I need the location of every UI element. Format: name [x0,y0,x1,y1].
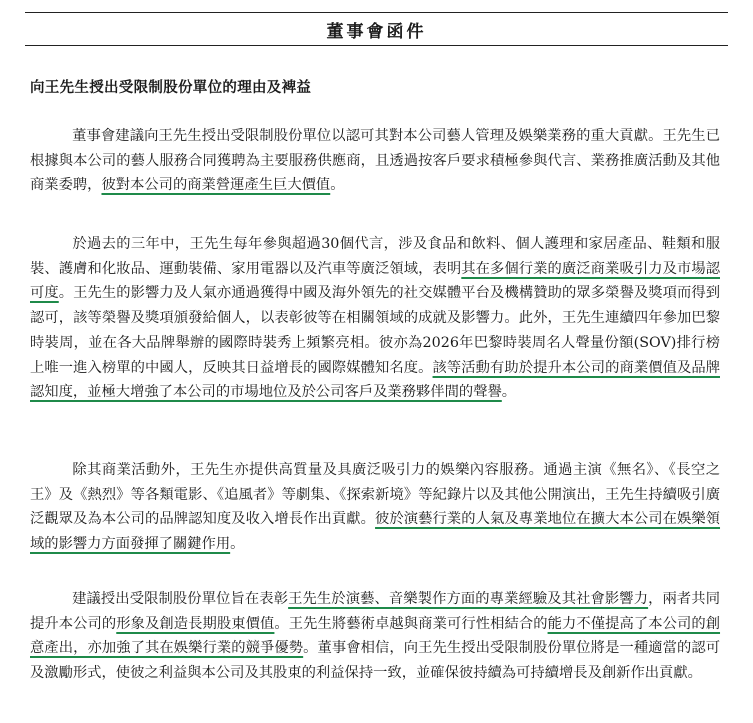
paragraph-text: 。董事會相信，向王先生授出受限制股份單位將是一種適當的認可及激勵形式，使彼之利益與本公司及其股東的利益保持一致，並確保彼持續為可持續增長及創新作出貢獻。 [30,640,720,682]
section-heading: 向王先生授出受限制股份單位的理由及裨益 [30,79,312,96]
paragraph-text: 。王先生的影響力及人氣亦通過獲得中國及海外領先的社交媒體平台及機構贊助的眾多榮譽及獎項而得到認可，該等榮譽及獎項頒發給個人，以表彰彼等在相關領域的成就及影響力。此外，王先生連續四年參加巴黎時裝周，並在各大品牌舉辦的國際時裝秀上頻繁亮相。彼亦為2026年巴黎時裝周名人聲量份額(SOV)排行榜上唯一進入榜單的中國人，反映其日益增長的國際媒體知名度。 [30,285,721,376]
paragraph-text: 於過去的三年中，王先生每年參與超過30個代言，涉及食品和飲料、個人護理和家居產品、鞋類和服裝、護膚和化妝品、運動裝備、家用電器以及汽車等廣泛領域，表明 [30,236,720,277]
paragraph-3 [30,458,720,557]
highlighted-phrase: 彼於演藝行業的人氣及專業地位在擴大本公司在娛樂領域的影響力方面發揮了關鍵作用 [30,511,721,553]
letter-header-band [25,12,728,46]
highlighted-phrase: 該等活動有助於提升本公司的商業價值及品牌認知度，並極大增強了本公司的市場地位及於公司客戶及業務夥伴間的聲譽 [30,359,720,401]
paragraph-2 [30,232,720,405]
paragraph-text: 董事會建議向王先生授出受限制股份單位以認可其對本公司藝人管理及娛樂業務的重大貢獻。王先生已根據與本公司的藝人服務合同獲聘為主要服務供應商，且透過按客戶要求積極參與代言、業務推廣活動及其他商業委聘， [30,128,720,194]
highlighted-phrase: 形象及創造長期股東價值 [116,615,275,632]
paragraph-text: 。 [230,536,245,553]
letter-header-title: 董事會函件 [326,21,427,42]
paragraph-text: ，兩者共同提升本公司的 [30,591,721,632]
paragraph-4 [30,587,720,686]
paragraph-text: 。王先生將藝術卓越與商業可行性相結合的 [274,615,548,632]
highlighted-phrase: 其在多個行業的廣泛商業吸引力及市場認可度 [30,260,720,302]
paragraph-text: 建議授出受限制股份單位旨在表彰 [72,591,289,607]
paragraph-text: 。 [501,384,517,401]
highlighted-phrase: 能力不僅提高了本公司的創意產出，亦加強了其在娛樂行業的競爭優勢 [30,615,721,657]
highlighted-phrase: 王先生於演藝、音樂製作方面的專業經驗及其社會影響力 [288,591,649,607]
paragraph-1 [30,124,720,198]
highlighted-phrase: 彼對本公司的商業營運產生巨大價值 [101,177,331,194]
paragraph-text: 除其商業活動外，王先生亦提供高質量及具廣泛吸引力的娛樂內容服務。通過主演《無名》、《長空之王》及《熱烈》等各類電影、《追風者》等劇集、《探索新境》等紀錄片以及其他公開演出，王先生持續吸引廣泛觀眾及為本公司的品牌認知度及收入增長作出貢獻。 [30,462,720,528]
paragraph-text: 。 [330,177,345,194]
